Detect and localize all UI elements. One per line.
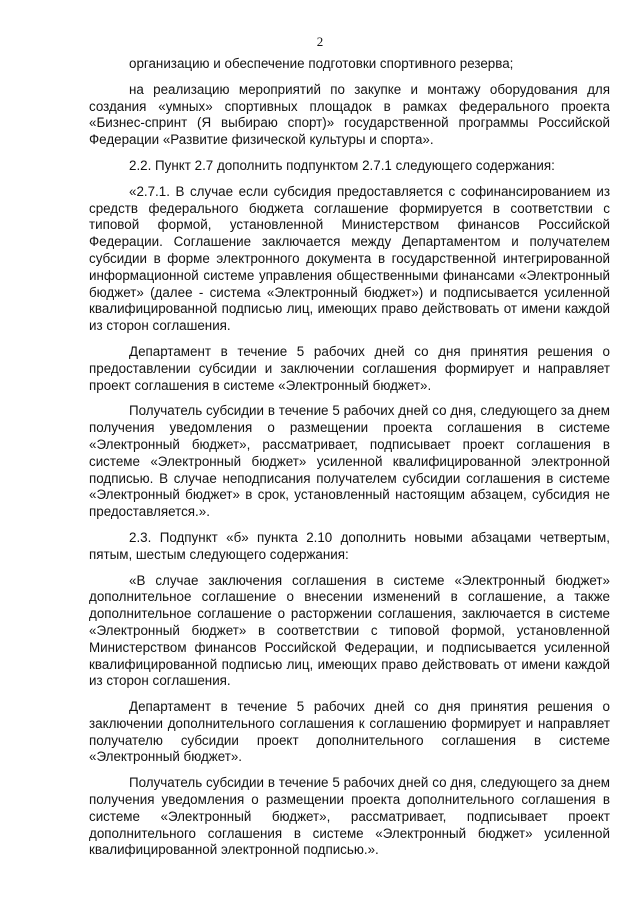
paragraph-clause-2-7-1: «2.7.1. В случае если субсидия предоставляется с софинансированием из средств федерального бюджета соглашение формируется в соответствии с типовой формой, установленной Министерством финансов Российской Федерации. Соглашение заключается между Департаментом и получателем субсидии в форме электронного документа в государственной интегрированной информационной системе управления общественными финансами «Электронный бюджет» (далее - система «Электронный бюджет») и подписывается усиленной квалифицированной подписью лиц, имеющих право действовать от имени каждой из сторон соглашения.	[89, 183, 610, 334]
page-number: 2	[316, 34, 324, 49]
paragraph-additional-agreement: «В случае заключения соглашения в системе «Электронный бюджет» дополнительное соглашение о внесении изменений в соглашение, а также дополнительное соглашение о расторжении соглашения, заключается в системе «Электронный бюджет» в соответствии с типовой формой, установленной Министерством финансов Российской Федерации, и подписывается усиленной квалифицированной подписью лиц, имеющих право действовать от имени каждой из сторон соглашения.	[89, 572, 610, 689]
paragraph-clause-2-3: 2.3. Подпункт «б» пункта 2.10 дополнить новыми абзацами четвертым, пятым, шестым следующего содержания:	[89, 529, 610, 562]
paragraph-recipient-additional: Получатель субсидии в течение 5 рабочих дней со дня, следующего за днем получения уведомления о размещении проекта дополнительного соглашения в системе «Электронный бюджет», рассматривает, подписывает проект дополнительного соглашения в системе «Электронный бюджет» усиленной квалифицированной электронной подписью.».	[89, 775, 610, 858]
paragraph-recipient-signing: Получатель субсидии в течение 5 рабочих дней со дня, следующего за днем получения уведомления о размещении проекта соглашения в системе «Электронный бюджет», рассматривает, подписывает проект соглашения в системе «Электронный бюджет» усиленной квалифицированной электронной подписью. В случае неподписания получателем субсидии соглашения в системе «Электронный бюджет» в срок, установленный настоящим абзацем, субсидия не предоставляется.».	[89, 403, 610, 520]
paragraph-department-agreement: Департамент в течение 5 рабочих дней со дня принятия решения о предоставлении субсидии и заключении соглашения формирует и направляет проект соглашения в системе «Электронный бюджет».	[89, 343, 610, 393]
paragraph-smart-playgrounds: на реализацию мероприятий по закупке и монтажу оборудования для создания «умных» спортивных площадок в рамках федерального проекта «Бизнес-спринт (Я выбираю спорт)» государственной программы Российской Федерации «Развитие физической культуры и спорта».	[89, 81, 610, 148]
paragraph-sport-reserve: организацию и обеспечение подготовки спортивного резерва;	[129, 56, 514, 71]
paragraph-department-additional: Департамент в течение 5 рабочих дней со дня принятия решения о заключении дополнительного соглашения к соглашению формирует и направляет получателю субсидии проект дополнительного соглашения в системе «Электронный бюджет».	[89, 699, 610, 765]
document-body	[89, 56, 610, 868]
paragraph-clause-2-2: 2.2. Пункт 2.7 дополнить подпунктом 2.7.1 следующего содержания:	[129, 157, 555, 173]
